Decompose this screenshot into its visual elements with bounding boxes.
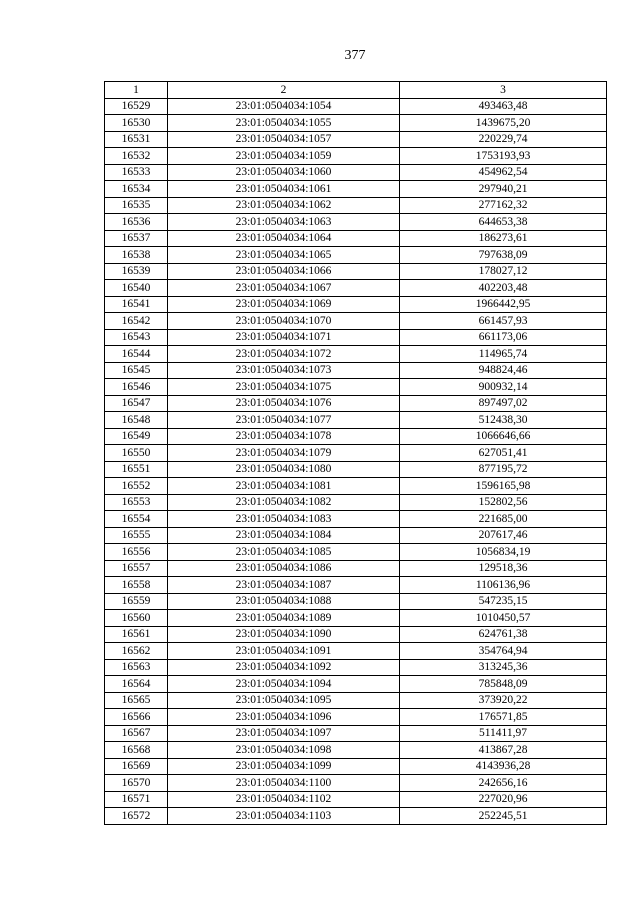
- value-cell: 413867,28: [400, 742, 607, 759]
- cadastral-number-cell: 23:01:0504034:1098: [168, 742, 400, 759]
- table-header-row: [105, 82, 607, 99]
- row-number-cell: 16549: [105, 428, 168, 445]
- cadastral-number-cell: 23:01:0504034:1061: [168, 181, 400, 198]
- table-row: [105, 296, 607, 313]
- cadastral-number-cell: 23:01:0504034:1082: [168, 494, 400, 511]
- cadastral-number-cell: 23:01:0504034:1092: [168, 659, 400, 676]
- cadastral-number-cell: 23:01:0504034:1089: [168, 610, 400, 627]
- table-row: [105, 131, 607, 148]
- row-number-cell: 16546: [105, 379, 168, 396]
- cadastral-number-cell: 23:01:0504034:1069: [168, 296, 400, 313]
- value-cell: 402203,48: [400, 280, 607, 297]
- table-row: [105, 808, 607, 825]
- table-body: [105, 98, 607, 824]
- row-number-cell: 16543: [105, 329, 168, 346]
- row-number-cell: 16551: [105, 461, 168, 478]
- value-cell: 1596165,98: [400, 478, 607, 495]
- table-row: [105, 115, 607, 132]
- value-cell: 661457,93: [400, 313, 607, 330]
- table-row: [105, 164, 607, 181]
- value-cell: 220229,74: [400, 131, 607, 148]
- row-number-cell: 16566: [105, 709, 168, 726]
- value-cell: 152802,56: [400, 494, 607, 511]
- value-cell: 948824,46: [400, 362, 607, 379]
- row-number-cell: 16572: [105, 808, 168, 825]
- row-number-cell: 16537: [105, 230, 168, 247]
- row-number-cell: 16553: [105, 494, 168, 511]
- value-cell: 661173,06: [400, 329, 607, 346]
- value-cell: 176571,85: [400, 709, 607, 726]
- table-row: [105, 461, 607, 478]
- table-row: [105, 362, 607, 379]
- row-number-cell: 16542: [105, 313, 168, 330]
- value-cell: 277162,32: [400, 197, 607, 214]
- table-row: [105, 659, 607, 676]
- value-cell: 313245,36: [400, 659, 607, 676]
- table-row: [105, 560, 607, 577]
- cadastral-number-cell: 23:01:0504034:1078: [168, 428, 400, 445]
- cadastral-number-cell: 23:01:0504034:1081: [168, 478, 400, 495]
- value-cell: 207617,46: [400, 527, 607, 544]
- value-cell: 354764,94: [400, 643, 607, 660]
- row-number-cell: 16544: [105, 346, 168, 363]
- table-row: [105, 676, 607, 693]
- cadastral-number-cell: 23:01:0504034:1063: [168, 214, 400, 231]
- cadastral-number-cell: 23:01:0504034:1087: [168, 577, 400, 594]
- table-row: [105, 626, 607, 643]
- cadastral-number-cell: 23:01:0504034:1077: [168, 412, 400, 429]
- column-header-2: 2: [168, 82, 400, 99]
- row-number-cell: 16570: [105, 775, 168, 792]
- value-cell: 897497,02: [400, 395, 607, 412]
- cadastral-number-cell: 23:01:0504034:1097: [168, 725, 400, 742]
- row-number-cell: 16555: [105, 527, 168, 544]
- table-row: [105, 148, 607, 165]
- row-number-cell: 16561: [105, 626, 168, 643]
- row-number-cell: 16558: [105, 577, 168, 594]
- cadastral-number-cell: 23:01:0504034:1099: [168, 758, 400, 775]
- cadastral-number-cell: 23:01:0504034:1054: [168, 98, 400, 115]
- row-number-cell: 16565: [105, 692, 168, 709]
- row-number-cell: 16534: [105, 181, 168, 198]
- row-number-cell: 16552: [105, 478, 168, 495]
- table-row: [105, 395, 607, 412]
- table-row: [105, 214, 607, 231]
- cadastral-number-cell: 23:01:0504034:1086: [168, 560, 400, 577]
- row-number-cell: 16548: [105, 412, 168, 429]
- row-number-cell: 16562: [105, 643, 168, 660]
- row-number-cell: 16545: [105, 362, 168, 379]
- row-number-cell: 16538: [105, 247, 168, 264]
- table-row: [105, 775, 607, 792]
- row-number-cell: 16568: [105, 742, 168, 759]
- value-cell: 877195,72: [400, 461, 607, 478]
- table-row: [105, 313, 607, 330]
- value-cell: 493463,48: [400, 98, 607, 115]
- cadastral-number-cell: 23:01:0504034:1059: [168, 148, 400, 165]
- table-row: [105, 511, 607, 528]
- table-row: [105, 577, 607, 594]
- row-number-cell: 16550: [105, 445, 168, 462]
- cadastral-number-cell: 23:01:0504034:1060: [168, 164, 400, 181]
- table-row: [105, 709, 607, 726]
- value-cell: 373920,22: [400, 692, 607, 709]
- value-cell: 785848,09: [400, 676, 607, 693]
- row-number-cell: 16531: [105, 131, 168, 148]
- cadastral-number-cell: 23:01:0504034:1095: [168, 692, 400, 709]
- cadastral-number-cell: 23:01:0504034:1071: [168, 329, 400, 346]
- value-cell: 1010450,57: [400, 610, 607, 627]
- cadastral-number-cell: 23:01:0504034:1091: [168, 643, 400, 660]
- value-cell: 129518,36: [400, 560, 607, 577]
- cadastral-number-cell: 23:01:0504034:1088: [168, 593, 400, 610]
- cadastral-number-cell: 23:01:0504034:1100: [168, 775, 400, 792]
- cadastral-number-cell: 23:01:0504034:1075: [168, 379, 400, 396]
- cadastral-number-cell: 23:01:0504034:1080: [168, 461, 400, 478]
- row-number-cell: 16540: [105, 280, 168, 297]
- cadastral-number-cell: 23:01:0504034:1103: [168, 808, 400, 825]
- row-number-cell: 16547: [105, 395, 168, 412]
- cadastral-number-cell: 23:01:0504034:1094: [168, 676, 400, 693]
- table-row: [105, 527, 607, 544]
- row-number-cell: 16536: [105, 214, 168, 231]
- table-row: [105, 544, 607, 561]
- table-row: [105, 329, 607, 346]
- value-cell: 547235,15: [400, 593, 607, 610]
- cadastral-number-cell: 23:01:0504034:1102: [168, 791, 400, 808]
- value-cell: 512438,30: [400, 412, 607, 429]
- value-cell: 1753193,93: [400, 148, 607, 165]
- value-cell: 178027,12: [400, 263, 607, 280]
- column-header-3: 3: [400, 82, 607, 99]
- table-row: [105, 428, 607, 445]
- table-row: [105, 346, 607, 363]
- cadastral-number-cell: 23:01:0504034:1070: [168, 313, 400, 330]
- cadastral-number-cell: 23:01:0504034:1096: [168, 709, 400, 726]
- table-row: [105, 494, 607, 511]
- table-row: [105, 791, 607, 808]
- row-number-cell: 16530: [105, 115, 168, 132]
- cadastral-number-cell: 23:01:0504034:1083: [168, 511, 400, 528]
- value-cell: 1439675,20: [400, 115, 607, 132]
- value-cell: 511411,97: [400, 725, 607, 742]
- table-row: [105, 230, 607, 247]
- table-row: [105, 593, 607, 610]
- cadastral-number-cell: 23:01:0504034:1057: [168, 131, 400, 148]
- cadastral-number-cell: 23:01:0504034:1067: [168, 280, 400, 297]
- cadastral-number-cell: 23:01:0504034:1084: [168, 527, 400, 544]
- row-number-cell: 16541: [105, 296, 168, 313]
- value-cell: 242656,16: [400, 775, 607, 792]
- cadastral-number-cell: 23:01:0504034:1085: [168, 544, 400, 561]
- row-number-cell: 16571: [105, 791, 168, 808]
- value-cell: 627051,41: [400, 445, 607, 462]
- cadastral-number-cell: 23:01:0504034:1072: [168, 346, 400, 363]
- cadastral-number-cell: 23:01:0504034:1090: [168, 626, 400, 643]
- value-cell: 1106136,96: [400, 577, 607, 594]
- table-row: [105, 742, 607, 759]
- row-number-cell: 16559: [105, 593, 168, 610]
- value-cell: 4143936,28: [400, 758, 607, 775]
- row-number-cell: 16535: [105, 197, 168, 214]
- row-number-cell: 16529: [105, 98, 168, 115]
- table-row: [105, 725, 607, 742]
- value-cell: 1066646,66: [400, 428, 607, 445]
- cadastral-number-cell: 23:01:0504034:1055: [168, 115, 400, 132]
- value-cell: 454962,54: [400, 164, 607, 181]
- row-number-cell: 16567: [105, 725, 168, 742]
- row-number-cell: 16560: [105, 610, 168, 627]
- value-cell: 624761,38: [400, 626, 607, 643]
- table-row: [105, 643, 607, 660]
- value-cell: 900932,14: [400, 379, 607, 396]
- value-cell: 114965,74: [400, 346, 607, 363]
- table-row: [105, 379, 607, 396]
- cadastral-number-cell: 23:01:0504034:1066: [168, 263, 400, 280]
- table-row: [105, 412, 607, 429]
- row-number-cell: 16564: [105, 676, 168, 693]
- value-cell: 1056834,19: [400, 544, 607, 561]
- row-number-cell: 16532: [105, 148, 168, 165]
- registry-table: [104, 81, 607, 825]
- table-row: [105, 181, 607, 198]
- row-number-cell: 16539: [105, 263, 168, 280]
- value-cell: 644653,38: [400, 214, 607, 231]
- table-row: [105, 280, 607, 297]
- row-number-cell: 16554: [105, 511, 168, 528]
- row-number-cell: 16556: [105, 544, 168, 561]
- table-row: [105, 610, 607, 627]
- table-row: [105, 478, 607, 495]
- cadastral-number-cell: 23:01:0504034:1062: [168, 197, 400, 214]
- row-number-cell: 16557: [105, 560, 168, 577]
- page-number: 377: [344, 48, 366, 63]
- value-cell: 227020,96: [400, 791, 607, 808]
- row-number-cell: 16569: [105, 758, 168, 775]
- table-row: [105, 247, 607, 264]
- value-cell: 221685,00: [400, 511, 607, 528]
- value-cell: 252245,51: [400, 808, 607, 825]
- cadastral-number-cell: 23:01:0504034:1065: [168, 247, 400, 264]
- row-number-cell: 16533: [105, 164, 168, 181]
- cadastral-number-cell: 23:01:0504034:1073: [168, 362, 400, 379]
- value-cell: 186273,61: [400, 230, 607, 247]
- column-header-1: 1: [105, 82, 168, 99]
- table-row: [105, 197, 607, 214]
- table-row: [105, 445, 607, 462]
- cadastral-number-cell: 23:01:0504034:1076: [168, 395, 400, 412]
- table-row: [105, 692, 607, 709]
- value-cell: 797638,09: [400, 247, 607, 264]
- value-cell: 1966442,95: [400, 296, 607, 313]
- table-row: [105, 98, 607, 115]
- table-row: [105, 263, 607, 280]
- cadastral-number-cell: 23:01:0504034:1064: [168, 230, 400, 247]
- table-row: [105, 758, 607, 775]
- cadastral-number-cell: 23:01:0504034:1079: [168, 445, 400, 462]
- value-cell: 297940,21: [400, 181, 607, 198]
- row-number-cell: 16563: [105, 659, 168, 676]
